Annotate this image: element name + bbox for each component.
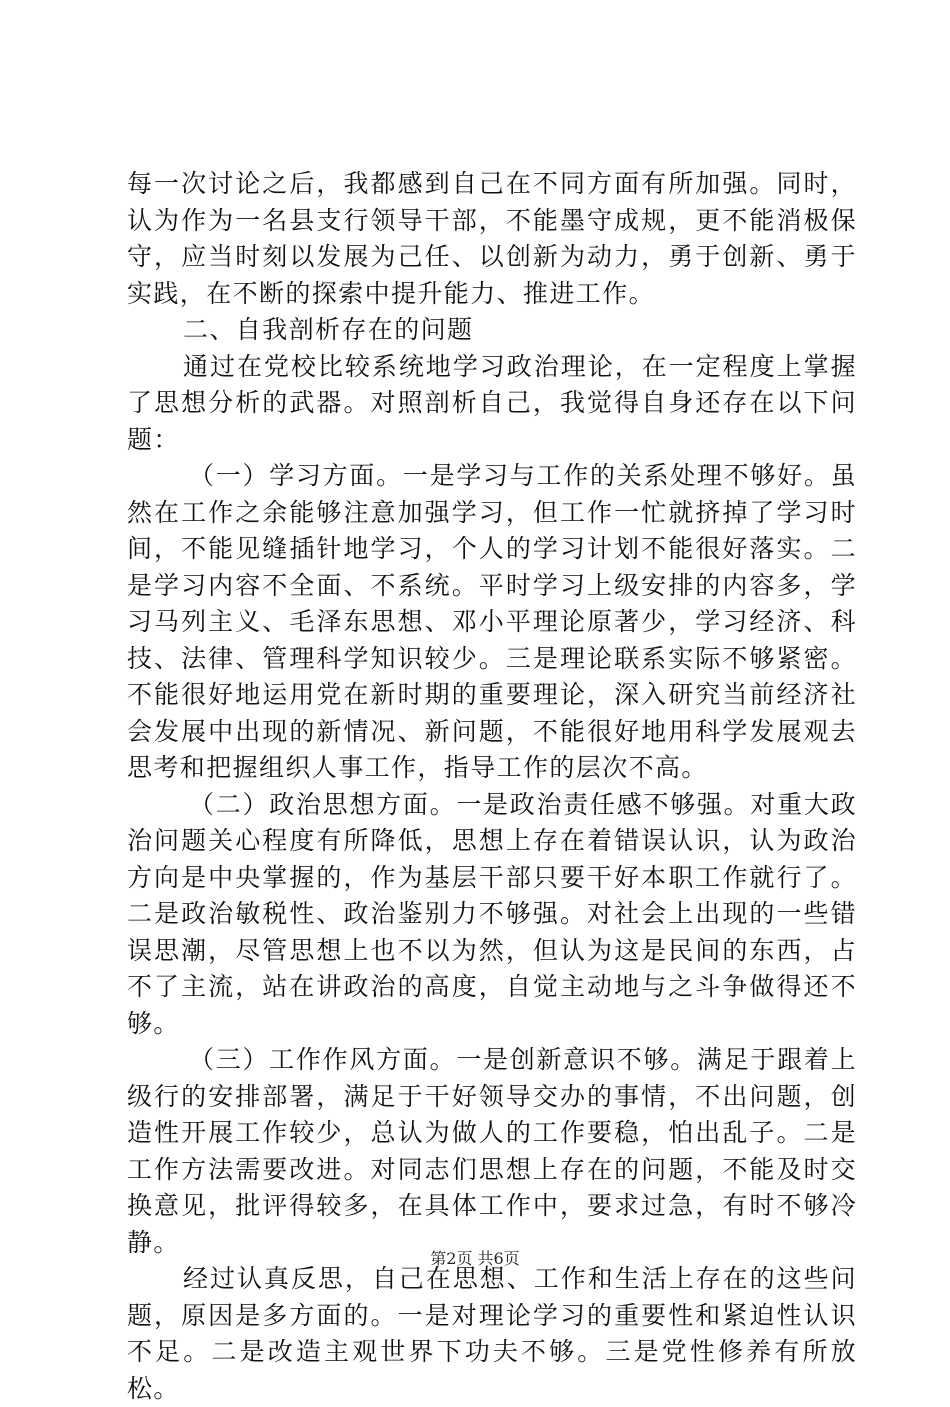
document-body xyxy=(127,166,857,1407)
page-footer: 第2页 共6页 xyxy=(430,1249,520,1268)
paragraph-intro: 通过在党校比较系统地学习政治理论，在一定程度上掌握了思想分析的武器。对照剖析自己，我觉得自身还存在以下问题： xyxy=(127,351,857,454)
paragraph-reflection: 经过认真反思，自己在思想、工作和生活上存在的这些问题，原因是多方面的。一是对理论学习的重要性和紧迫性认识不足。二是改造主观世界下功夫不够。三是党性修养有所放松。 xyxy=(127,1264,857,1403)
paragraph-continuation: 每一次讨论之后，我都感到自己在不同方面有所加强。同时，认为作为一名县支行领导干部，不能墨守成规，更不能消极保守，应当时刻以发展为己任、以创新为动力，勇于创新、勇于实践，在不断的探索中提升能力、推进工作。 xyxy=(127,169,857,308)
paragraph-politics: （二）政治思想方面。一是政治责任感不够强。对重大政治问题关心程度有所降低，思想上存在着错误认识，认为政治方向是中央掌握的，作为基层干部只要干好本职工作就行了。二是政治敏税性、政治鉴别力不够强。对社会上出现的一些错误思潮，尽管思想上也不以为然，但认为这是民间的东西，占不了主流，站在讲政治的高度，自觉主动地与之斗争做得还不够。 xyxy=(127,789,857,1038)
paragraph-study: （一）学习方面。一是学习与工作的关系处理不够好。虽然在工作之余能够注意加强学习，但工作一忙就挤掉了学习时间，不能见缝插针地学习，个人的学习计划不能很好落实。二是学习内容不全面、不系统。平时学习上级安排的内容多，学习马列主义、毛泽东思想、邓小平理论原著少，学习经济、科技、法律、管理科学知识较少。三是理论联系实际不够紧密。不能很好地运用党在新时期的重要理论，深入研究当前经济社会发展中出现的新情况、新问题，不能很好地用科学发展观去思考和把握组织人事工作，指导工作的层次不高。 xyxy=(127,461,857,782)
section-heading: 二、自我剖析存在的问题 xyxy=(183,315,474,344)
paragraph-work-style: （三）工作作风方面。一是创新意识不够。满足于跟着上级行的安排部署，满足于干好领导交办的事情，不出问题，创造性开展工作较少，总认为做人的工作要稳，怕出乱子。二是工作方法需要改进。对同志们思想上存在的问题，不能及时交换意见，批评得较多，在具体工作中，要求过急，有时不够冷静。 xyxy=(127,1045,857,1257)
